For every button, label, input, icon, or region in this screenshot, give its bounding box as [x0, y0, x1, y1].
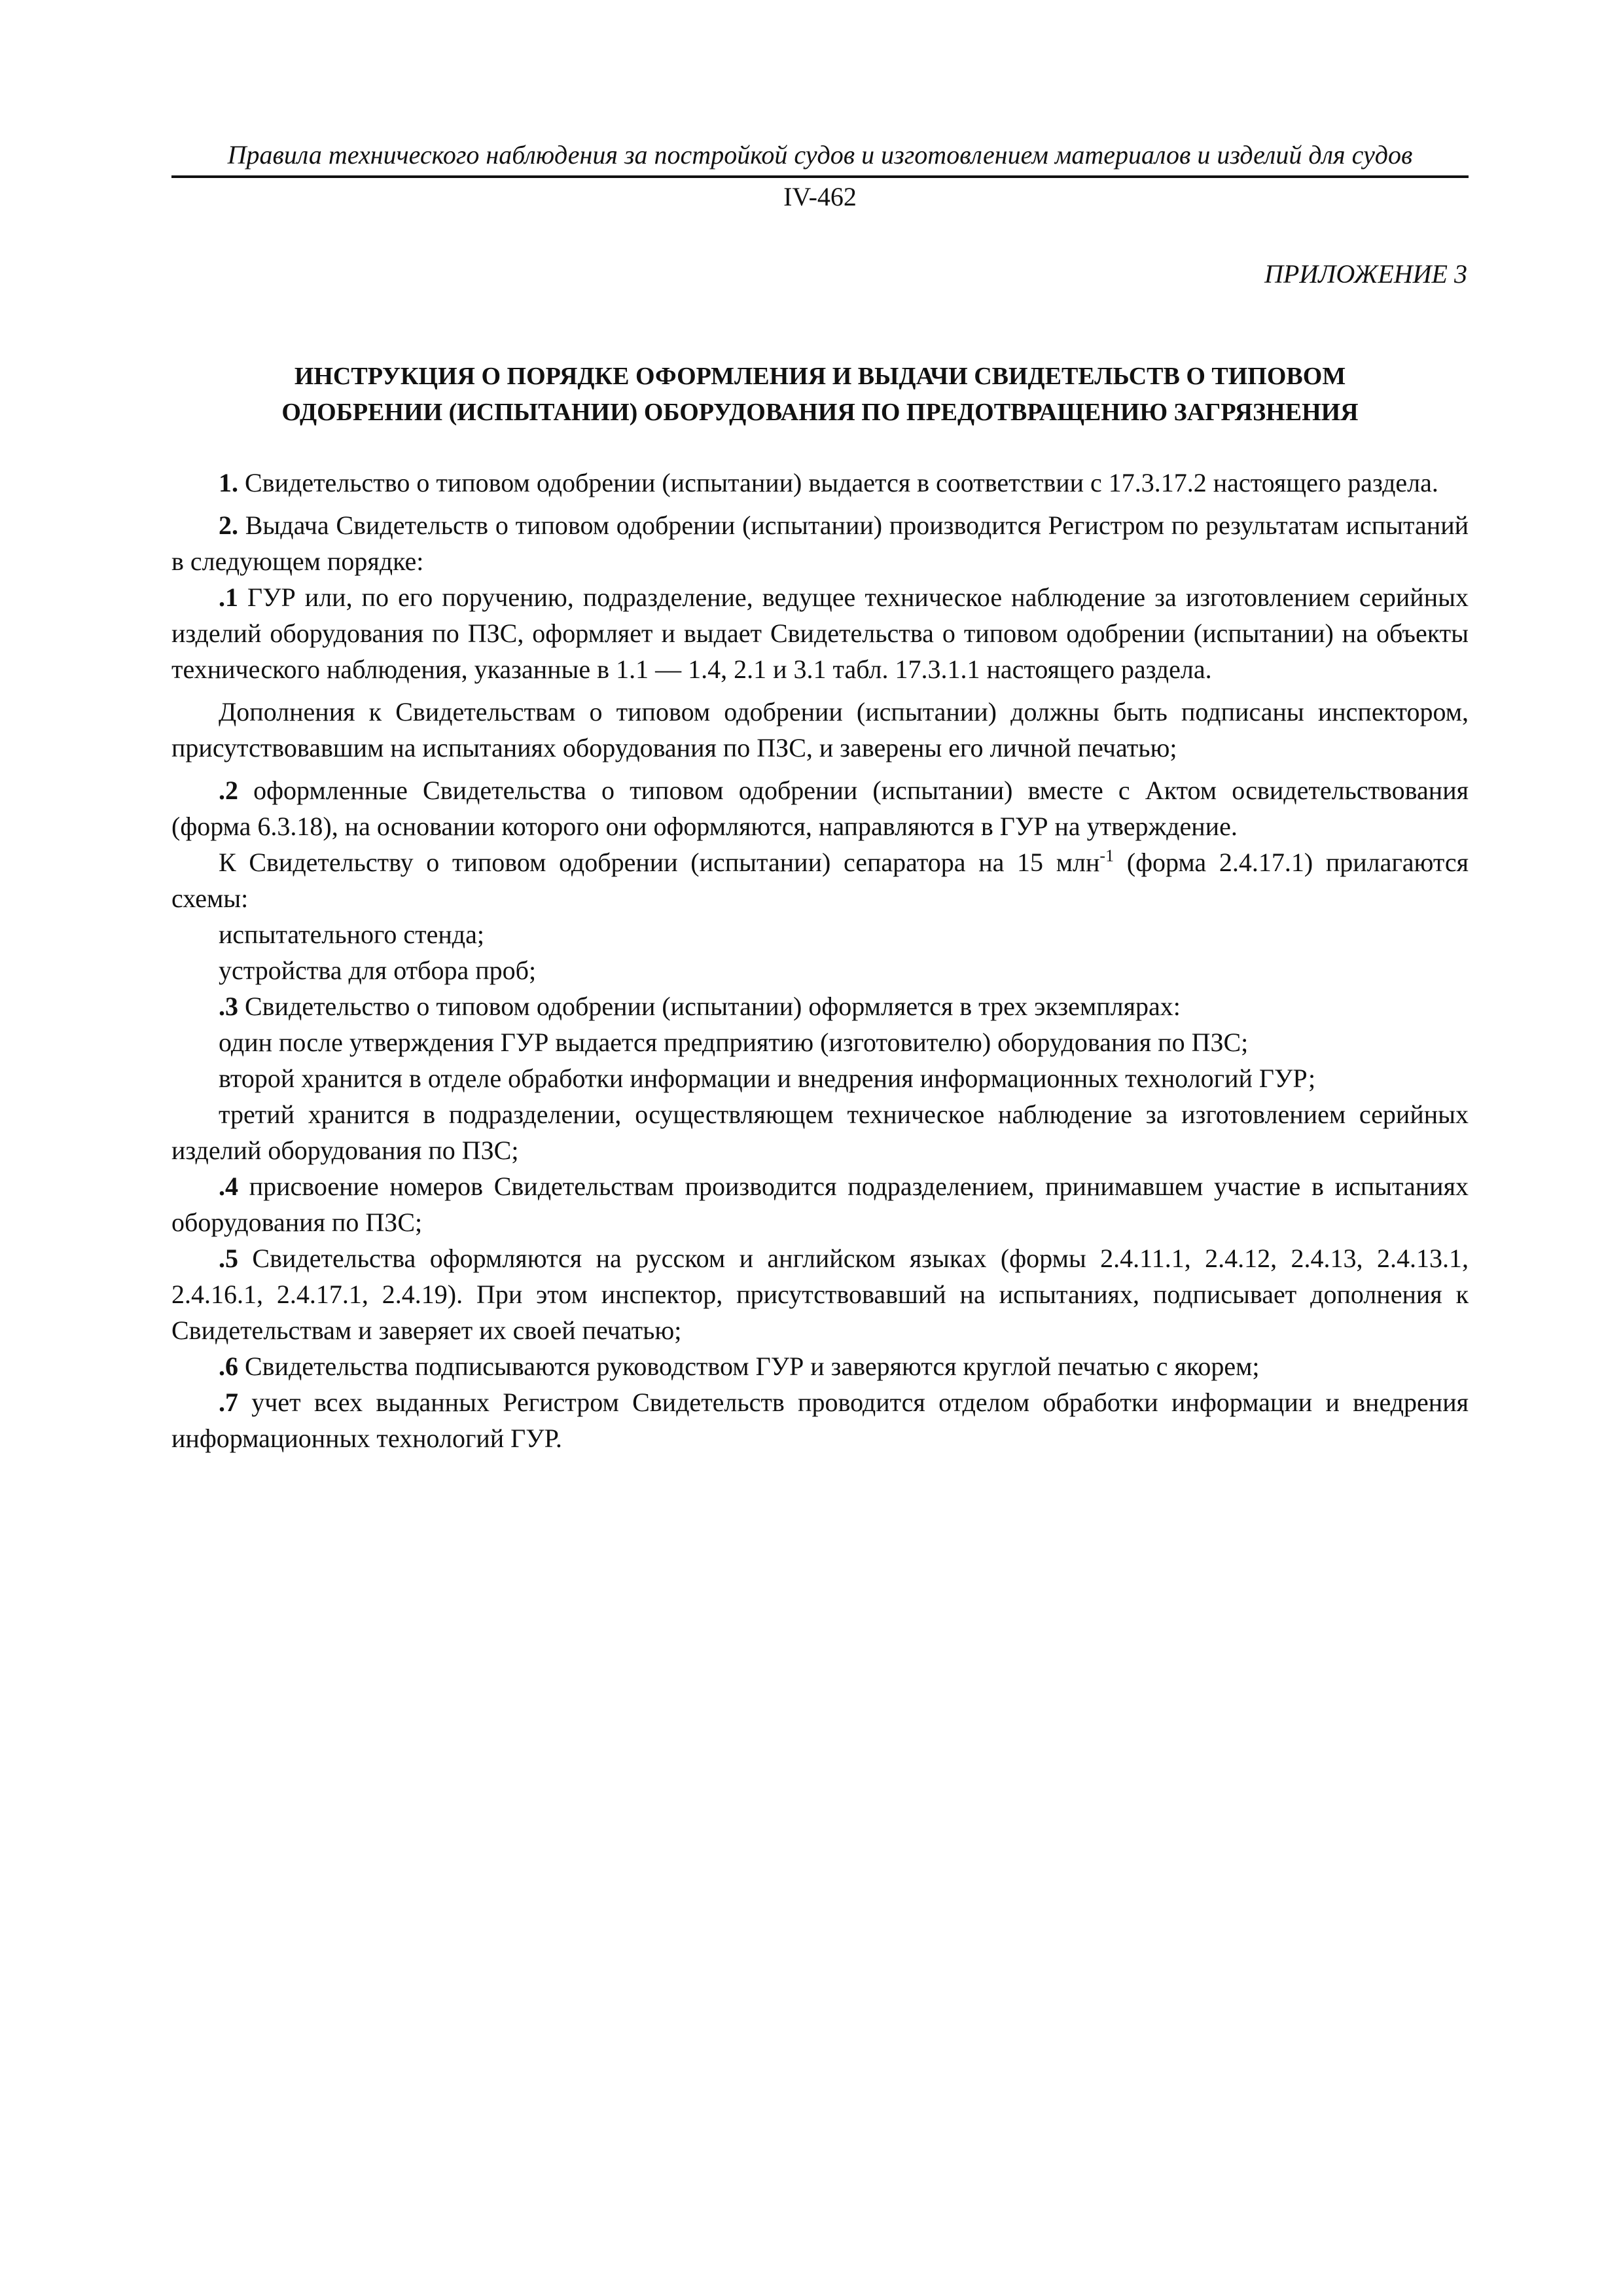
paragraph-number: 1.: [219, 468, 238, 497]
running-header: Правила технического наблюдения за постройкой судов и изготовлением материалов и изделий для судов: [171, 137, 1469, 178]
list-item: устройства для отбора проб;: [219, 956, 537, 985]
subparagraph-text: присвоение номеров Свидетельствам производится подразделением, принимавшем участие в испытаниях оборудования по ПЗС;: [171, 1172, 1469, 1237]
addendum-text-b: (форма 2.4.17.1) прилагаются схемы:: [171, 848, 1469, 913]
subparagraph-3: [171, 988, 1469, 1024]
subparagraph-5: [171, 1240, 1469, 1348]
subparagraph-text: Свидетельство о типовом одобрении (испытании) оформляется в трех экземплярах:: [238, 992, 1181, 1021]
list-item: второй хранится в отделе обработки информации и внедрения информационных технологий ГУР;: [219, 1064, 1316, 1093]
subparagraph-4: [171, 1168, 1469, 1240]
subparagraph-text: учет всех выданных Регистром Свидетельств проводится отделом обработки информации и внедрения информационных технологий ГУР.: [171, 1388, 1469, 1453]
paragraph-text: Выдача Свидетельств о типовом одобрении (испытании) производится Регистром по результатам испытаний в следующем порядке:: [171, 511, 1469, 576]
superscript-exponent: -1: [1099, 846, 1115, 865]
subparagraph-number: .3: [219, 992, 238, 1021]
document-body: [171, 465, 1469, 1456]
title-line-1: ИНСТРУКЦИЯ О ПОРЯДКЕ ОФОРМЛЕНИЯ И ВЫДАЧИ СВИДЕТЕЛЬСТВ О ТИПОВОМ: [294, 363, 1346, 390]
subparagraph-1: [171, 579, 1469, 687]
subparagraph-number: .4: [219, 1172, 238, 1201]
subparagraph-number: .1: [219, 583, 238, 612]
subparagraph-number: .5: [219, 1244, 238, 1273]
paragraph-text: Свидетельство о типовом одобрении (испытании) выдается в соответствии с 17.3.17.2 настоящего раздела.: [238, 468, 1438, 497]
document-page: [171, 137, 1469, 1456]
document-title: [171, 359, 1469, 431]
subparagraph-text: оформленные Свидетельства о типовом одобрении (испытании) вместе с Актом освидетельствования (форма 6.3.18), на основании которого они оформляются, направляются в ГУР на утверждение.: [171, 776, 1469, 841]
paragraph-1: [171, 465, 1469, 501]
list-item: испытательного стенда;: [219, 920, 484, 949]
paragraph-number: 2.: [219, 511, 238, 540]
subparagraph-number: .7: [219, 1388, 238, 1417]
subparagraph-2-addendum: [171, 844, 1469, 916]
subparagraph-number: .6: [219, 1352, 238, 1381]
subparagraph-text: Свидетельства подписываются руководством ГУР и заверяются круглой печатью с якорем;: [238, 1352, 1260, 1381]
subparagraph-text: ГУР или, по его поручению, подразделение, ведущее техническое наблюдение за изготовлением серийных изделий оборудования по ПЗС, оформляет и выдает Свидетельства о типовом одобрении (испытании) на объекты технического наблюдения, указанные в 1.1 — 1.4, 2.1 и 3.1 табл. 17.3.1.1 настоящего раздела.: [171, 583, 1469, 684]
subparagraph-1-addendum: Дополнения к Свидетельствам о типовом одобрении (испытании) должны быть подписаны инспектором, присутствовавшим на испытаниях оборудования по ПЗС, и заверены его личной печатью;: [171, 697, 1469, 762]
list-item: один после утверждения ГУР выдается предприятию (изготовителю) оборудования по ПЗС;: [219, 1028, 1249, 1057]
appendix-label: ПРИЛОЖЕНИЕ 3: [1264, 259, 1467, 289]
subparagraph-6: [171, 1348, 1469, 1384]
subparagraph-2: [171, 772, 1469, 844]
paragraph-2: [171, 507, 1469, 579]
subparagraph-7: [171, 1384, 1469, 1456]
subparagraph-number: .2: [219, 776, 238, 805]
title-line-2: ОДОБРЕНИИ (ИСПЫТАНИИ) ОБОРУДОВАНИЯ ПО ПРЕДОТВРАЩЕНИЮ ЗАГРЯЗНЕНИЯ: [281, 399, 1359, 426]
subparagraph-text: Свидетельства оформляются на русском и английском языках (формы 2.4.11.1, 2.4.12, 2.4.13, 2.4.13.1, 2.4.16.1, 2.4.17.1, 2.4.19). При этом инспектор, присутствовавший на испытаниях, подписывает дополнения к Свидетельствам и заверяет их своей печатью;: [171, 1244, 1469, 1345]
list-item: третий хранится в подразделении, осуществляющем техническое наблюдение за изготовлением серийных изделий оборудования по ПЗС;: [171, 1100, 1469, 1165]
addendum-text-a: К Свидетельству о типовом одобрении (испытании) сепаратора на 15 млн: [219, 848, 1100, 877]
page-number: IV-462: [783, 182, 857, 211]
